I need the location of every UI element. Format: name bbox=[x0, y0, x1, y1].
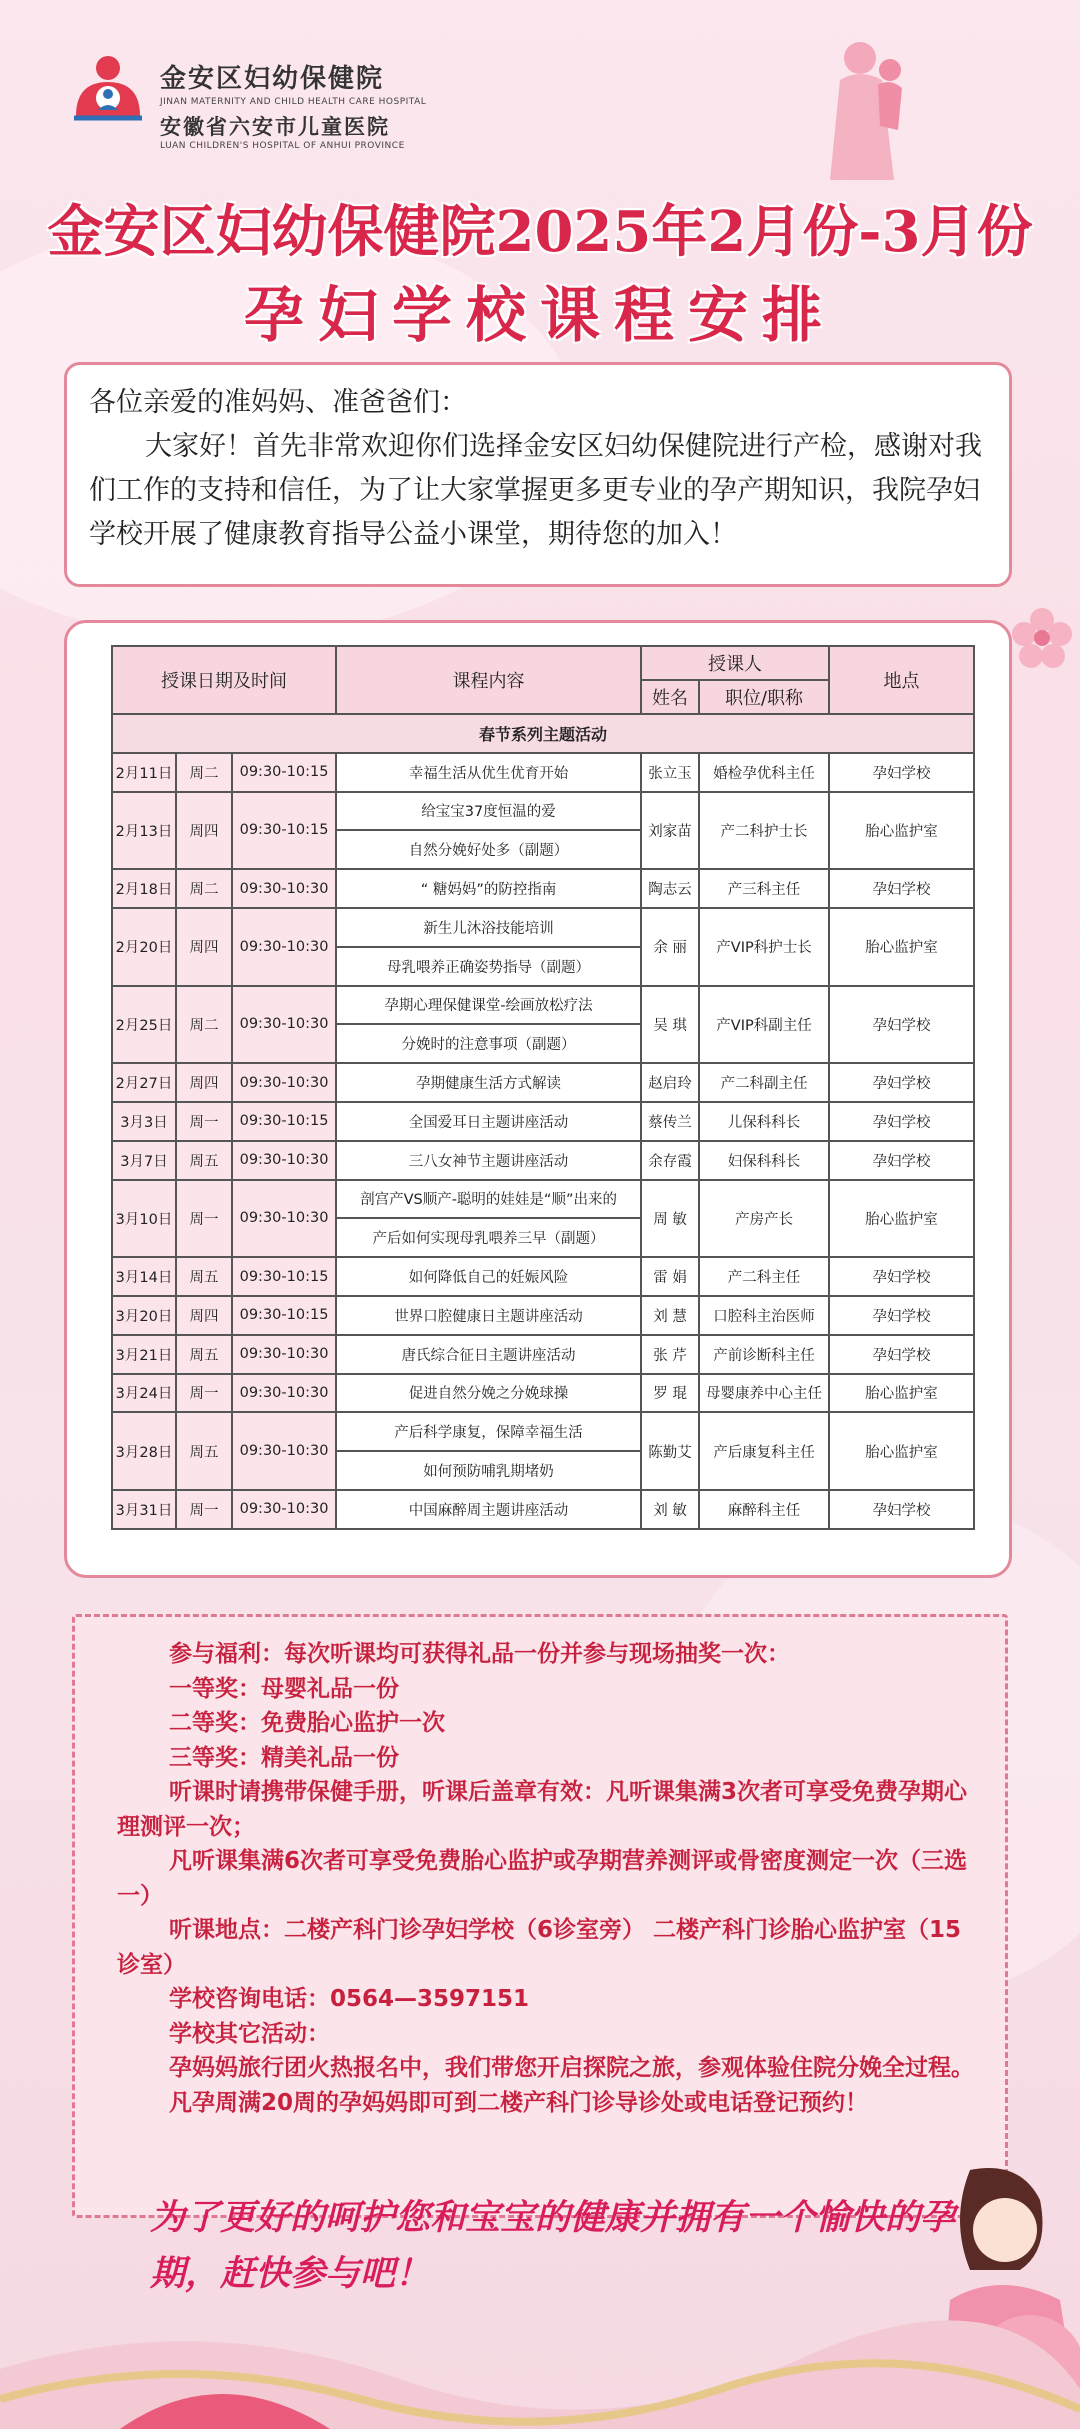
time-cell: 09:30-10:30 bbox=[232, 1180, 336, 1258]
weekday-cell: 周五 bbox=[176, 1412, 232, 1490]
table-row bbox=[112, 1063, 974, 1102]
date-cell: 3月7日 bbox=[112, 1141, 176, 1180]
time-cell: 09:30-10:30 bbox=[232, 1063, 336, 1102]
place-cell: 孕妇学校 bbox=[829, 1335, 974, 1374]
intro-body: 大家好！首先非常欢迎你们选择金安区妇幼保健院进行产检，感谢对我们工作的支持和信任，为了让大家掌握更多更专业的孕产期知识，我院孕妇学校开展了健康教育指导公益小课堂，期待您的加入！ bbox=[89, 431, 982, 550]
teacher-name-cell: 罗 琨 bbox=[641, 1374, 699, 1413]
teacher-title-cell: 口腔科主治医师 bbox=[699, 1296, 829, 1335]
topic-cell: 三八女神节主题讲座活动 bbox=[336, 1141, 641, 1180]
time-cell: 09:30-10:30 bbox=[232, 1335, 336, 1374]
table-row bbox=[112, 1490, 974, 1529]
benefits-line: 听课时请携带保健手册，听课后盖章有效：凡听课集满3次者可享受免费孕期心理测评一次； bbox=[117, 1779, 968, 1840]
benefits-box bbox=[72, 1614, 1008, 2218]
weekday-cell: 周五 bbox=[176, 1335, 232, 1374]
date-cell: 3月20日 bbox=[112, 1296, 176, 1335]
table-row bbox=[112, 1412, 974, 1451]
date-cell: 2月20日 bbox=[112, 908, 176, 986]
teacher-name-cell: 张立玉 bbox=[641, 753, 699, 792]
teacher-name-cell: 吴 琪 bbox=[641, 986, 699, 1064]
place-cell: 孕妇学校 bbox=[829, 1102, 974, 1141]
benefits-line: 参与福利：每次听课均可获得礼品一份并参与现场抽奖一次： bbox=[169, 1641, 790, 1667]
time-cell: 09:30-10:30 bbox=[232, 1490, 336, 1529]
teacher-title-cell: 妇保科科长 bbox=[699, 1141, 829, 1180]
benefits-location: 听课地点：二楼产科门诊孕妇学校（6诊室旁） 二楼产科门诊胎心监护室（15诊室） bbox=[117, 1917, 962, 1978]
topic-cell: 全国爱耳日主题讲座活动 bbox=[336, 1102, 641, 1141]
table-row bbox=[112, 1102, 974, 1141]
time-cell: 09:30-10:15 bbox=[232, 1257, 336, 1296]
weekday-cell: 周一 bbox=[176, 1374, 232, 1413]
benefits-phone: 学校咨询电话：0564—3597151 bbox=[169, 1986, 530, 2012]
table-row bbox=[112, 1180, 974, 1219]
weekday-cell: 周五 bbox=[176, 1141, 232, 1180]
hospital-name2-cn: 安徽省六安市儿童医院 bbox=[160, 115, 390, 139]
topic-cell: 促进自然分娩之分娩球操 bbox=[336, 1374, 641, 1413]
mother-child-illustration bbox=[790, 30, 940, 190]
teacher-name-cell: 刘家苗 bbox=[641, 792, 699, 870]
table-row bbox=[112, 1296, 974, 1335]
date-cell: 3月14日 bbox=[112, 1257, 176, 1296]
topic-cell: 分娩时的注意事项（副题） bbox=[336, 1024, 641, 1063]
topic-cell: 给宝宝37度恒温的爱 bbox=[336, 792, 641, 831]
teacher-name-cell: 蔡传兰 bbox=[641, 1102, 699, 1141]
teacher-title-cell: 产二科护士长 bbox=[699, 792, 829, 870]
page-title-line2: 孕妇学校课程安排 bbox=[244, 281, 836, 351]
teacher-title-cell: 产二科主任 bbox=[699, 1257, 829, 1296]
teacher-name-cell: 雷 娟 bbox=[641, 1257, 699, 1296]
place-cell: 孕妇学校 bbox=[829, 1490, 974, 1529]
table-row bbox=[112, 1141, 974, 1180]
benefits-line: 凡孕周满20周的孕妈妈即可到二楼产科门诊导诊处或电话登记预约！ bbox=[169, 2089, 869, 2116]
weekday-cell: 周一 bbox=[176, 1180, 232, 1258]
topic-cell: 产后科学康复，保障幸福生活 bbox=[336, 1412, 641, 1451]
benefits-line: 孕妈妈旅行团火热报名中，我们带您开启探院之旅，参观体验住院分娩全过程。 bbox=[169, 2055, 974, 2081]
teacher-name-cell: 陶志云 bbox=[641, 869, 699, 908]
topic-cell: 孕期心理保健课堂-绘画放松疗法 bbox=[336, 986, 641, 1025]
intro-box bbox=[64, 362, 1012, 587]
teacher-name-cell: 余 丽 bbox=[641, 908, 699, 986]
teacher-name-cell: 周 敏 bbox=[641, 1180, 699, 1258]
hospital-name-cn: 金安区妇幼保健院 bbox=[160, 64, 385, 94]
table-row bbox=[112, 1374, 974, 1413]
time-cell: 09:30-10:30 bbox=[232, 908, 336, 986]
hospital-logo-icon bbox=[66, 46, 150, 130]
table-row bbox=[112, 753, 974, 792]
date-cell: 2月18日 bbox=[112, 869, 176, 908]
date-cell: 2月13日 bbox=[112, 792, 176, 870]
place-cell: 孕妇学校 bbox=[829, 753, 974, 792]
date-cell: 2月25日 bbox=[112, 986, 176, 1064]
topic-cell: 产后如何实现母乳喂养三早（副题） bbox=[336, 1218, 641, 1257]
hospital-name-en: JINAN MATERNITY AND CHILD HEALTH CARE HOSPITAL bbox=[160, 97, 427, 107]
time-cell: 09:30-10:30 bbox=[232, 1141, 336, 1180]
teacher-name-cell: 陈勤艾 bbox=[641, 1412, 699, 1490]
teacher-title-cell: 产二科副主任 bbox=[699, 1063, 829, 1102]
slogan: 为了更好的呵护您和宝宝的健康并拥有一个愉快的孕期，赶快参与吧！ bbox=[150, 2198, 956, 2294]
date-cell: 2月27日 bbox=[112, 1063, 176, 1102]
topic-cell: 世界口腔健康日主题讲座活动 bbox=[336, 1296, 641, 1335]
benefits-line: 凡听课集满6次者可享受免费胎心监护或孕期营养测评或骨密度测定一次（三选一） bbox=[117, 1848, 968, 1909]
teacher-title-cell: 产VIP科副主任 bbox=[699, 986, 829, 1064]
time-cell: 09:30-10:15 bbox=[232, 1296, 336, 1335]
weekday-cell: 周一 bbox=[176, 1102, 232, 1141]
date-cell: 2月11日 bbox=[112, 753, 176, 792]
weekday-cell: 周二 bbox=[176, 753, 232, 792]
date-cell: 3月24日 bbox=[112, 1374, 176, 1413]
topic-cell: 如何降低自己的妊娠风险 bbox=[336, 1257, 641, 1296]
teacher-title-cell: 母婴康养中心主任 bbox=[699, 1374, 829, 1413]
date-cell: 3月3日 bbox=[112, 1102, 176, 1141]
teacher-title-cell: 产前诊断科主任 bbox=[699, 1335, 829, 1374]
topic-cell: 剖宫产VS顺产-聪明的娃娃是“顺”出来的 bbox=[336, 1180, 641, 1219]
time-cell: 09:30-10:30 bbox=[232, 986, 336, 1064]
hospital-name2-en: LUAN CHILDREN'S HOSPITAL OF ANHUI PROVINCE bbox=[160, 141, 405, 151]
place-cell: 孕妇学校 bbox=[829, 1063, 974, 1102]
time-cell: 09:30-10:15 bbox=[232, 792, 336, 870]
header-content: 课程内容 bbox=[336, 646, 641, 714]
place-cell: 胎心监护室 bbox=[829, 1412, 974, 1490]
prize-second: 二等奖：免费胎心监护一次 bbox=[169, 1710, 445, 1736]
topic-cell: 孕期健康生活方式解读 bbox=[336, 1063, 641, 1102]
header-date: 授课日期及时间 bbox=[112, 646, 336, 714]
time-cell: 09:30-10:15 bbox=[232, 1102, 336, 1141]
teacher-title-cell: 产三科主任 bbox=[699, 869, 829, 908]
place-cell: 孕妇学校 bbox=[829, 1257, 974, 1296]
date-cell: 3月28日 bbox=[112, 1412, 176, 1490]
place-cell: 胎心监护室 bbox=[829, 1374, 974, 1413]
teacher-title-cell: 儿保科科长 bbox=[699, 1102, 829, 1141]
time-cell: 09:30-10:30 bbox=[232, 869, 336, 908]
teacher-title-cell: 产VIP科护士长 bbox=[699, 908, 829, 986]
header-place: 地点 bbox=[829, 646, 974, 714]
place-cell: 胎心监护室 bbox=[829, 908, 974, 986]
flower-icon bbox=[1010, 606, 1074, 670]
weekday-cell: 周二 bbox=[176, 869, 232, 908]
weekday-cell: 周一 bbox=[176, 1490, 232, 1529]
date-cell: 3月31日 bbox=[112, 1490, 176, 1529]
place-cell: 孕妇学校 bbox=[829, 986, 974, 1064]
header-teacher: 授课人 bbox=[641, 646, 829, 680]
page-title-line1: 金安区妇幼保健院2025年2月份-3月份 bbox=[47, 199, 1033, 265]
teacher-name-cell: 余存霞 bbox=[641, 1141, 699, 1180]
place-cell: 孕妇学校 bbox=[829, 1141, 974, 1180]
schedule-panel bbox=[64, 620, 1012, 1578]
table-row bbox=[112, 1257, 974, 1296]
teacher-name-cell: 张 芹 bbox=[641, 1335, 699, 1374]
teacher-title-cell: 婚检孕优科主任 bbox=[699, 753, 829, 792]
header-name: 姓名 bbox=[641, 680, 699, 714]
teacher-name-cell: 刘 敏 bbox=[641, 1490, 699, 1529]
topic-cell: 中国麻醉周主题讲座活动 bbox=[336, 1490, 641, 1529]
time-cell: 09:30-10:30 bbox=[232, 1374, 336, 1413]
topic-cell: 如何预防哺乳期堵奶 bbox=[336, 1451, 641, 1490]
topic-cell: 新生儿沐浴技能培训 bbox=[336, 908, 641, 947]
table-row bbox=[112, 908, 974, 947]
place-cell: 孕妇学校 bbox=[829, 869, 974, 908]
schedule-table bbox=[111, 645, 975, 1530]
weekday-cell: 周五 bbox=[176, 1257, 232, 1296]
prize-first: 一等奖：母婴礼品一份 bbox=[169, 1675, 399, 1702]
place-cell: 孕妇学校 bbox=[829, 1296, 974, 1335]
section-title: 春节系列主题活动 bbox=[112, 714, 974, 753]
weekday-cell: 周四 bbox=[176, 1296, 232, 1335]
table-row bbox=[112, 1335, 974, 1374]
date-cell: 3月21日 bbox=[112, 1335, 176, 1374]
topic-cell: 幸福生活从优生优育开始 bbox=[336, 753, 641, 792]
topic-cell: 唐氏综合征日主题讲座活动 bbox=[336, 1335, 641, 1374]
hospital-name-block bbox=[160, 58, 426, 151]
prize-third: 三等奖：精美礼品一份 bbox=[169, 1744, 399, 1771]
place-cell: 胎心监护室 bbox=[829, 792, 974, 870]
table-row bbox=[112, 986, 974, 1025]
teacher-title-cell: 麻醉科主任 bbox=[699, 1490, 829, 1529]
topic-cell: “ 糖妈妈”的防控指南 bbox=[336, 869, 641, 908]
topic-cell: 自然分娩好处多（副题） bbox=[336, 830, 641, 869]
weekday-cell: 周二 bbox=[176, 986, 232, 1064]
weekday-cell: 周四 bbox=[176, 908, 232, 986]
teacher-title-cell: 产后康复科主任 bbox=[699, 1412, 829, 1490]
benefits-line: 学校其它活动： bbox=[169, 2020, 330, 2047]
teacher-title-cell: 产房产长 bbox=[699, 1180, 829, 1258]
ribbon-decoration bbox=[0, 2289, 1080, 2429]
intro-greeting: 各位亲爱的准妈妈、准爸爸们： bbox=[89, 387, 467, 418]
topic-cell: 母乳喂养正确姿势指导（副题） bbox=[336, 947, 641, 986]
time-cell: 09:30-10:30 bbox=[232, 1412, 336, 1490]
table-row bbox=[112, 869, 974, 908]
weekday-cell: 周四 bbox=[176, 1063, 232, 1102]
weekday-cell: 周四 bbox=[176, 792, 232, 870]
place-cell: 胎心监护室 bbox=[829, 1180, 974, 1258]
teacher-name-cell: 赵启玲 bbox=[641, 1063, 699, 1102]
time-cell: 09:30-10:15 bbox=[232, 753, 336, 792]
header-title: 职位/职称 bbox=[699, 680, 829, 714]
teacher-name-cell: 刘 慧 bbox=[641, 1296, 699, 1335]
date-cell: 3月10日 bbox=[112, 1180, 176, 1258]
table-row bbox=[112, 792, 974, 831]
